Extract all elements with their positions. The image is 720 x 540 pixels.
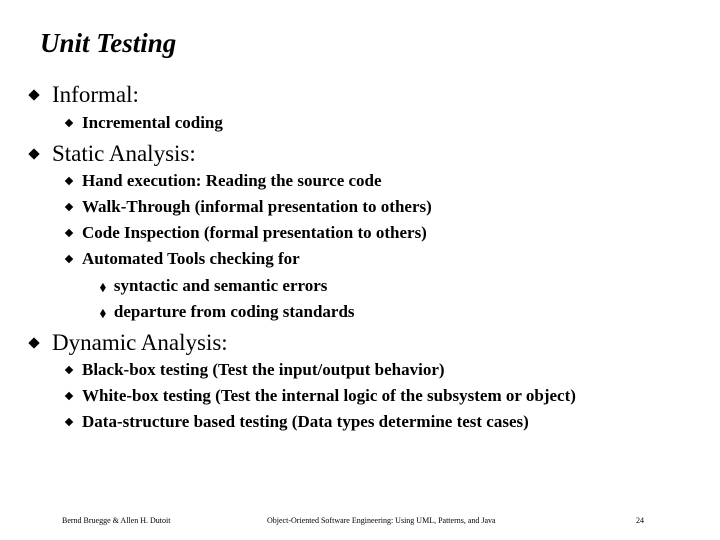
list-item (66, 359, 445, 381)
diamond-bullet-icon (65, 255, 73, 263)
footer-book-title: Object-Oriented Software Engineering: Using UML, Patterns, and Java (267, 516, 496, 525)
sub-list-item (100, 301, 355, 323)
list-item-text: Hand execution: Reading the source code (82, 171, 382, 190)
arrow-bullet-icon: ⬧ (100, 304, 106, 320)
list-item (66, 385, 576, 407)
section-dynamic-analysis (30, 330, 228, 356)
list-item-text: Code Inspection (formal presentation to others) (82, 223, 427, 242)
footer-page-number: 24 (636, 516, 644, 525)
diamond-bullet-icon (65, 418, 73, 426)
arrow-bullet-icon: ⬧ (100, 278, 106, 294)
section-informal (30, 82, 139, 108)
diamond-bullet-icon (28, 89, 39, 100)
list-item-text: Incremental coding (82, 113, 223, 132)
footer-authors: Bernd Bruegge & Allen H. Dutoit (62, 516, 171, 525)
diamond-bullet-icon (65, 392, 73, 400)
list-item (66, 112, 223, 134)
list-item (66, 222, 427, 244)
section-heading: Informal: (52, 82, 139, 107)
section-heading: Dynamic Analysis: (52, 330, 228, 355)
diamond-bullet-icon (65, 203, 73, 211)
sub-list-item-text: syntactic and semantic errors (113, 276, 328, 295)
diamond-bullet-icon (65, 119, 73, 127)
slide-title: Unit Testing (40, 28, 177, 58)
list-item (66, 411, 529, 433)
list-item (66, 196, 432, 218)
sub-list-item-text: departure from coding standards (113, 302, 355, 321)
diamond-bullet-icon (28, 337, 39, 348)
list-item-text: Data-structure based testing (Data types determine test cases) (82, 412, 529, 431)
diamond-bullet-icon (65, 229, 73, 237)
diamond-bullet-icon (65, 177, 73, 185)
list-item-text: Black-box testing (Test the input/output behavior) (82, 360, 445, 379)
list-item-text: Walk-Through (informal presentation to others) (82, 197, 432, 216)
section-heading: Static Analysis: (52, 141, 196, 166)
list-item-text: Automated Tools checking for (82, 249, 300, 268)
list-item (66, 170, 382, 192)
diamond-bullet-icon (65, 366, 73, 374)
section-static-analysis (30, 141, 196, 167)
diamond-bullet-icon (28, 148, 39, 159)
list-item (66, 248, 300, 270)
sub-list-item (100, 275, 327, 297)
list-item-text: White-box testing (Test the internal logic of the subsystem or object) (82, 386, 576, 405)
